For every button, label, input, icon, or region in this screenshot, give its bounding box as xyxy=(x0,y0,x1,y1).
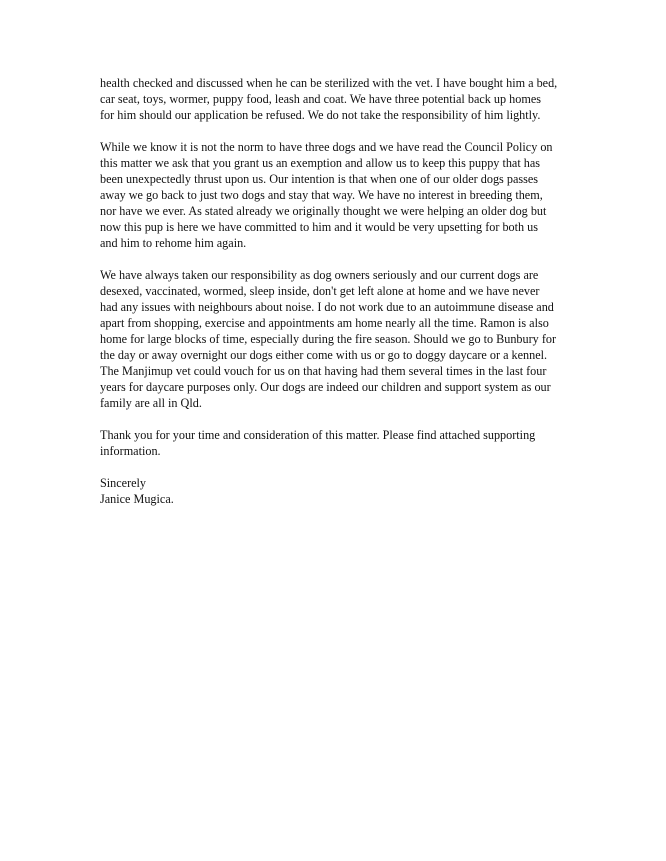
paragraph-exemption-request xyxy=(100,139,570,251)
paragraph-responsibility xyxy=(100,75,570,123)
text-line: been unexpectedly thrust upon us. Our intention is that when one of our older dogs passes xyxy=(100,172,538,186)
text-line: home for large blocks of time, especially during the fire season. Should we go to Bunbury for xyxy=(100,332,557,346)
text-line: The Manjimup vet could vouch for us on that having had them several times in the last four xyxy=(100,364,547,378)
paragraph-dog-ownership xyxy=(100,267,570,411)
letter-closing xyxy=(100,475,570,507)
text-line: this matter we ask that you grant us an exemption and allow us to keep this puppy that has xyxy=(100,156,541,170)
text-line: and him to rehome him again. xyxy=(100,236,247,250)
text-line: desexed, vaccinated, wormed, sleep inside, don't get left alone at home and we have never xyxy=(100,284,540,298)
text-line: information. xyxy=(100,444,161,458)
paragraph-thank-you xyxy=(100,427,570,459)
text-line: had any issues with neighbours about noise. I do not work due to an autoimmune disease and xyxy=(100,300,554,314)
letter-body xyxy=(100,75,570,507)
text-line: Thank you for your time and consideration of this matter. Please find attached supporting xyxy=(100,428,536,442)
text-line: health checked and discussed when he can be sterilized with the vet. I have bought him a bed, xyxy=(100,76,558,90)
text-line: the day or away overnight our dogs either come with us or go to doggy daycare or a kennel. xyxy=(100,348,548,362)
signature-name: Janice Mugica. xyxy=(100,492,174,506)
text-line: now this pup is here we have committed to him and it would be very upsetting for both us xyxy=(100,220,539,234)
text-line: nor have we ever. As stated already we originally thought we were helping an older dog but xyxy=(100,204,547,218)
text-line: years for daycare purposes only. Our dogs are indeed our children and support system as our xyxy=(100,380,551,394)
text-line: We have always taken our responsibility as dog owners seriously and our current dogs are xyxy=(100,268,539,282)
text-line: While we know it is not the norm to have three dogs and we have read the Council Policy on xyxy=(100,140,553,154)
text-line: family are all in Qld. xyxy=(100,396,202,410)
text-line: apart from shopping, exercise and appointments am home nearly all the time. Ramon is also xyxy=(100,316,549,330)
closing-salutation: Sincerely xyxy=(100,476,147,490)
text-line: for him should our application be refused. We do not take the responsibility of him lightly. xyxy=(100,108,541,122)
text-line: car seat, toys, wormer, puppy food, leash and coat. We have three potential back up homes xyxy=(100,92,541,106)
text-line: away we go back to just two dogs and stay that way. We have no interest in breeding them, xyxy=(100,188,543,202)
